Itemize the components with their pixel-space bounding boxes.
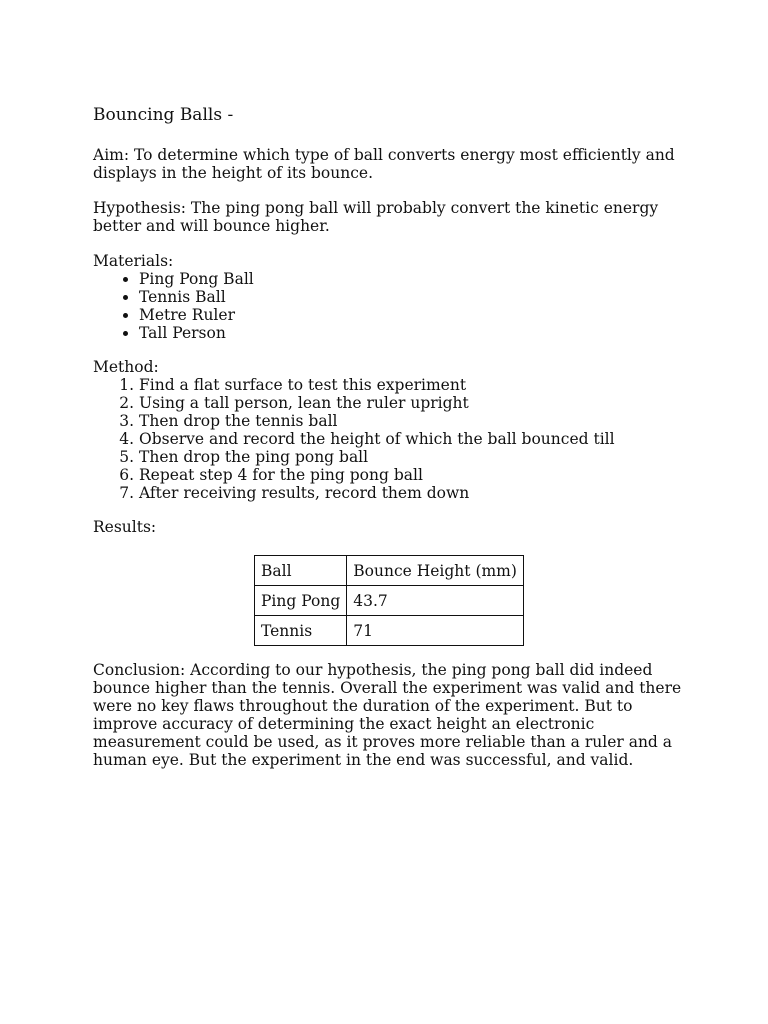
table-cell-ball: Ping Pong xyxy=(255,586,347,616)
conclusion-paragraph: Conclusion: According to our hypothesis, the ping pong ball did indeed bounce higher than the tennis. Overall the experiment was valid and there were no key flaws throughout the duration of the experiment. But to improve accuracy of determining the exact height an electronic measurement could be used, as it proves more reliable than a ruler and a human eye. But the experiment in the end was successful, and valid. xyxy=(93,661,682,769)
list-item: • Ping Pong Ball xyxy=(139,270,693,288)
results-label: Results: xyxy=(93,518,157,536)
table-cell-height: 43.7 xyxy=(347,586,524,616)
materials-label: Materials: xyxy=(93,252,174,270)
document-title: Bouncing Balls - xyxy=(93,105,234,125)
method-step: 3. Then drop the tennis ball xyxy=(139,412,693,430)
method-steps xyxy=(93,376,693,502)
table-header-row xyxy=(255,556,524,586)
list-item: • Tall Person xyxy=(139,324,693,342)
list-item: • Tennis Ball xyxy=(139,288,693,306)
method-step: 6. Repeat step 4 for the ping pong ball xyxy=(139,466,693,484)
method-step: 7. After receiving results, record them down xyxy=(139,484,693,502)
aim-paragraph: Aim: To determine which type of ball converts energy most efficiently and displays in the height of its bounce. xyxy=(93,146,675,182)
method-step: 5. Then drop the ping pong ball xyxy=(139,448,693,466)
table-row xyxy=(255,616,524,646)
method-step: 4. Observe and record the height of which the ball bounced till xyxy=(139,430,693,448)
list-item: • Metre Ruler xyxy=(139,306,693,324)
results-table xyxy=(254,555,524,646)
document-page xyxy=(93,104,693,769)
materials-list xyxy=(93,270,693,342)
table-cell-ball: Tennis xyxy=(255,616,347,646)
table-row xyxy=(255,586,524,616)
method-step: 2. Using a tall person, lean the ruler upright xyxy=(139,394,693,412)
table-header-cell: Bounce Height (mm) xyxy=(347,556,524,586)
table-cell-height: 71 xyxy=(347,616,524,646)
method-step: 1. Find a flat surface to test this experiment xyxy=(139,376,693,394)
table-header-cell: Ball xyxy=(255,556,347,586)
hypothesis-paragraph: Hypothesis: The ping pong ball will probably convert the kinetic energy better and will bounce higher. xyxy=(93,199,659,235)
method-label: Method: xyxy=(93,358,159,376)
